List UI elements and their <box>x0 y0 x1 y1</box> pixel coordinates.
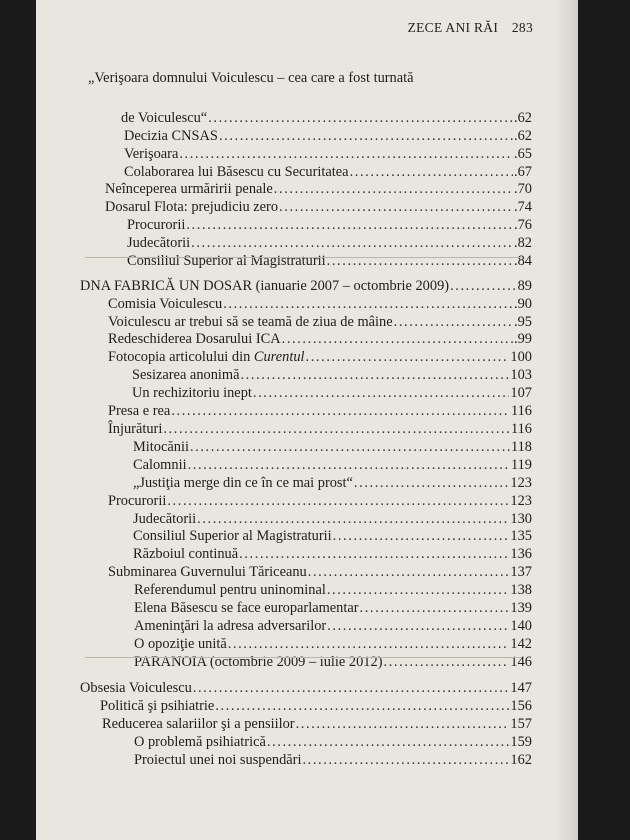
toc-entry-title: Voiculescu ar trebui să se teamă de ziua de mâine <box>108 314 393 330</box>
toc-entry-leader-dots <box>279 198 513 216</box>
toc-entry <box>108 492 532 510</box>
toc-entry-title: Politică şi psihiatrie <box>100 698 215 714</box>
toc-entry <box>121 109 532 127</box>
toc-entry-title: „Justiţia merge din ce în ce mai prost“ <box>133 475 353 491</box>
toc-entry-page: 162 <box>510 752 532 768</box>
toc-entry-title-italic: Curentul <box>253 349 305 365</box>
toc-entry-title: Subminarea Guvernului Tăriceanu <box>108 564 307 580</box>
toc-entry-leader-dots <box>240 366 509 384</box>
section-divider <box>85 657 521 658</box>
toc-entry-title: Ameninţări la adresa adversarilor <box>134 618 327 634</box>
toc-entry-title: Neînceperea urmăririi penale <box>105 181 273 197</box>
toc-entry <box>134 635 532 653</box>
toc-entry-page: 157 <box>510 716 532 732</box>
toc-entry <box>133 474 532 492</box>
toc-entry-title-text: Fotocopia articolului din <box>108 349 254 365</box>
toc-entry-title: Referendumul pentru uninominal <box>134 582 326 598</box>
toc-entry <box>108 402 532 420</box>
toc-entry <box>127 252 532 270</box>
toc-entry-page: 123 <box>510 493 532 509</box>
toc-entry-page: 119 <box>510 457 532 473</box>
toc-entry-title: Proiectul unei noi suspendări <box>134 752 302 768</box>
toc-entry-title: Decizia CNSAS <box>124 128 218 144</box>
toc-entry <box>102 715 532 733</box>
toc-entry <box>108 420 532 438</box>
toc-entry-page: .62 <box>514 110 532 126</box>
page-edge-shadow <box>556 0 578 840</box>
toc-entry-page: .76 <box>514 217 532 233</box>
toc-entry <box>133 456 532 474</box>
toc-entry-title: Mitocănii <box>133 439 189 455</box>
running-header <box>408 20 533 36</box>
toc-entry-page: .62 <box>514 128 532 144</box>
toc-entry-leader-dots <box>163 420 510 438</box>
toc-entry-title: Comisia Voiculescu <box>108 296 223 312</box>
toc-entry <box>105 180 532 198</box>
toc-entry-title: Verişoara <box>124 146 179 162</box>
toc-entry-page: 159 <box>510 734 532 750</box>
toc-entry-page: 118 <box>510 439 532 455</box>
toc-entry-page: 116 <box>510 403 532 419</box>
toc-entry-title: Redeschiderea Dosarului ICA <box>108 331 281 347</box>
toc-entry-title: Calomnii <box>133 457 187 473</box>
toc-entry <box>134 581 532 599</box>
toc-entry-title: O problemă psihiatrică <box>134 734 266 750</box>
toc-entry-title: Reducerea salariilor şi a pensiilor <box>102 716 295 732</box>
toc-entry <box>105 198 532 216</box>
toc-entry-title: Presa e rea <box>108 403 171 419</box>
toc-entry-page: 138 <box>510 582 532 598</box>
toc-entry-leader-dots <box>223 295 513 313</box>
toc-entry-title: Elena Băsescu se face europarlamentar <box>134 600 359 616</box>
toc-entry-page: 116 <box>510 421 532 437</box>
toc-entry-page: .95 <box>514 314 532 330</box>
toc-entry <box>133 527 532 545</box>
toc-entry-title: Sesizarea anonimă <box>132 367 240 383</box>
toc-entry-page: .67 <box>514 164 532 180</box>
toc-entry-leader-dots <box>350 163 513 181</box>
toc-entry-title: Procurorii <box>127 217 186 233</box>
toc-entry <box>127 234 532 252</box>
toc-entry-title: Dosarul Flota: prejudiciu zero <box>105 199 279 215</box>
toc-entry-leader-dots <box>186 216 513 234</box>
toc-entry-leader-dots <box>191 234 513 252</box>
toc-entry-leader-dots <box>394 313 513 331</box>
toc-entry-leader-dots <box>282 330 513 348</box>
toc-entry-page: 137 <box>510 564 532 580</box>
toc-entry-title: Consiliul Superior al Magistraturii <box>127 253 326 269</box>
toc-entry-leader-dots <box>360 599 510 617</box>
toc-entry-page: 142 <box>510 636 532 652</box>
toc-entry-title <box>108 348 305 366</box>
toc-entry-leader-dots <box>197 510 509 528</box>
toc-entry <box>134 653 532 671</box>
toc-entry-title: O opoziţie unită <box>134 636 227 652</box>
toc-entry-wrapped-line: „Verişoara domnului Voiculescu – cea care a fost turnată <box>88 70 414 86</box>
toc-entry-leader-dots <box>253 384 510 402</box>
toc-entry-page: 146 <box>510 654 532 670</box>
toc-entry <box>134 599 532 617</box>
toc-entry-page: 135 <box>510 528 532 544</box>
toc-entry-page: .70 <box>514 181 532 197</box>
toc-entry-leader-dots <box>267 733 510 751</box>
toc-entry-page: .82 <box>514 235 532 251</box>
toc-entry-page: .90 <box>514 296 532 312</box>
toc-entry-page: 139 <box>510 600 532 616</box>
page-number: 283 <box>511 20 533 35</box>
toc-entry <box>134 751 532 769</box>
toc-entry <box>108 563 532 581</box>
toc-entry-leader-dots <box>219 127 513 145</box>
toc-entry-leader-dots <box>188 456 510 474</box>
toc-entry <box>108 330 532 348</box>
toc-entry-title: DNA FABRICĂ UN DOSAR (ianuarie 2007 – octombrie 2009) <box>80 278 450 294</box>
toc-entry <box>133 510 532 528</box>
toc-entry-page: 89 <box>517 278 532 294</box>
toc-entry <box>124 127 532 145</box>
toc-entry <box>124 163 532 181</box>
toc-entry <box>132 366 532 384</box>
toc-entry-title: Judecătorii <box>133 511 197 527</box>
toc-entry <box>132 384 532 402</box>
toc-entry-page: .74 <box>514 199 532 215</box>
toc-entry-leader-dots <box>274 180 513 198</box>
section-divider <box>85 257 521 258</box>
toc-entry-title: Războiul continuă <box>133 546 239 562</box>
toc-entry-leader-dots <box>239 545 509 563</box>
toc-entry <box>134 733 532 751</box>
toc-entry-leader-dots <box>208 109 513 127</box>
toc-entry-title: Consiliul Superior al Magistraturii <box>133 528 332 544</box>
toc-entry-leader-dots <box>354 474 509 492</box>
toc-entry-page: 136 <box>510 546 532 562</box>
toc-entry-page: .65 <box>514 146 532 162</box>
toc-entry <box>133 438 532 456</box>
toc-entry <box>133 545 532 563</box>
toc-entry-title: Judecătorii <box>127 235 191 251</box>
toc-entry-page: 156 <box>510 698 532 714</box>
toc-entry-page: 130 <box>510 511 532 527</box>
toc-entry <box>108 313 532 331</box>
toc-entry-leader-dots <box>327 617 509 635</box>
toc-entry-leader-dots <box>302 751 509 769</box>
toc-entry-title: Procurorii <box>108 493 167 509</box>
toc-entry-title: Înjurături <box>108 421 163 437</box>
toc-entry-title: Un rechizitoriu inept <box>132 385 252 401</box>
toc-entry-leader-dots <box>228 635 510 653</box>
toc-entry-page: 140 <box>510 618 532 634</box>
toc-entry <box>134 617 532 635</box>
toc-entry-page: 123 <box>510 475 532 491</box>
toc-entry-page: 107 <box>510 385 532 401</box>
toc-entry-page: 103 <box>510 367 532 383</box>
book-page <box>36 0 578 840</box>
toc-entry-leader-dots <box>167 492 509 510</box>
toc-entry-page: .84 <box>514 253 532 269</box>
toc-entry-leader-dots <box>215 697 509 715</box>
toc-entry-leader-dots <box>384 653 510 671</box>
toc-entry-leader-dots <box>179 145 513 163</box>
toc-entry-title: Colaborarea lui Băsescu cu Securitatea <box>124 164 349 180</box>
toc-entry-title: PARANOIA (octombrie 2009 – iulie 2012) <box>134 654 383 670</box>
toc-entry <box>127 216 532 234</box>
toc-entry-page: 100 <box>510 349 532 365</box>
toc-entry <box>124 145 532 163</box>
toc-entry-leader-dots <box>296 715 510 733</box>
toc-entry-leader-dots <box>327 581 510 599</box>
running-title: ZECE ANI RĂI <box>407 20 499 35</box>
toc-entry-title: Obsesia Voiculescu <box>80 680 192 696</box>
toc-entry-leader-dots <box>327 252 513 270</box>
toc-entry <box>108 295 532 313</box>
toc-entry-leader-dots <box>171 402 510 420</box>
toc-entry-leader-dots <box>333 527 510 545</box>
toc-entry-leader-dots <box>193 679 510 697</box>
toc-entry-leader-dots <box>190 438 510 456</box>
toc-entry <box>108 348 532 366</box>
toc-entry-leader-dots <box>306 348 510 366</box>
toc-entry-page: .99 <box>514 331 532 347</box>
toc-entry-leader-dots <box>450 277 517 295</box>
toc-entry-leader-dots <box>308 563 510 581</box>
toc-entry <box>100 697 532 715</box>
toc-entry-title: de Voiculescu“ <box>121 110 208 126</box>
toc-entry-page: 147 <box>510 680 532 696</box>
toc-entry <box>80 679 532 697</box>
toc-entry <box>80 277 532 295</box>
